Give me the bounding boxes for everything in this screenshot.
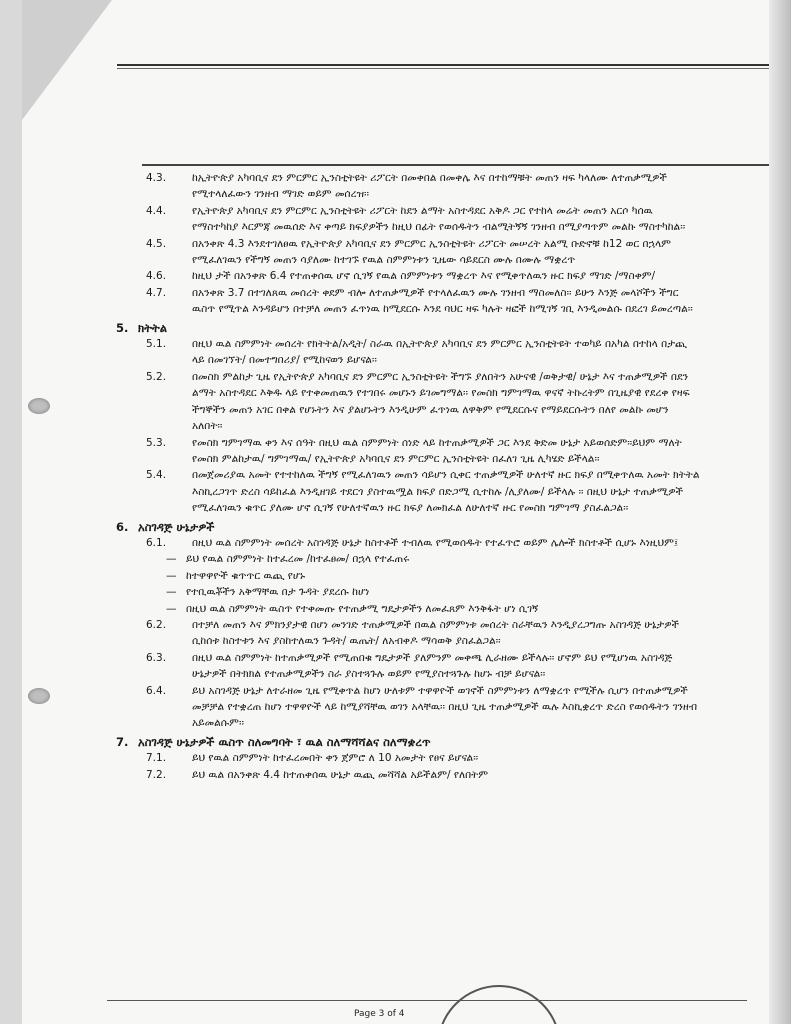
clause-text: በመስክ ምልከታ ጊዜ የኢትዮጵያ አካባቢና ደን ምርምር ኢንስቲትዩት ችግኙ ያለበትን አሁናዊ /ወቅታዊ/ ሁኔታ እና ተጠቃሚዎች በደን ልማት አስተዳደር እቅዱ ላይ የተቀመጠዉን የተገበሩ መሆኑን ይገመግማል፡፡ የመስክ ግምገማዉ ዋናኛ ትኩረትም በጊዜያዊ የደረቀ የዛፍ ችግኞችን መጠን አገር በቀል የሆኑትን እና ያልሆኑትን እንዲሁም ፈጥነዉ ለዋቅም የሚደርሱና የማይደርሱትን በለየ መልኩ መሆን አለበት፡፡ bbox=[192, 370, 690, 433]
bullet-text: የተቢዉቾችን አቅማቸዉ በታ ጉዳት ያደረሱ ከሆነ bbox=[186, 586, 370, 599]
section-4-list bbox=[110, 170, 700, 318]
clause-number: 4.4. bbox=[146, 204, 167, 217]
section-title: ክትትል bbox=[138, 320, 168, 335]
clause-number: 5.2. bbox=[146, 370, 167, 383]
clause-number: 4.5. bbox=[146, 237, 167, 250]
header-rule-thin bbox=[117, 68, 772, 69]
clause-number: 6.4. bbox=[146, 684, 167, 697]
clause-text: በዚህ ዉል ስምምነት ከተጠቃሚዎች የሚጠበቁ ግዴታዎች ያለምንም መቀጫ ሊራዘሙ ይችላሉ፡፡ ሆኖም ይህ የሚሆነዉ አስገዳጅ ሁኔታዎች በትክክል የተጠቃሚዎችን ስራ ያስተጓጉሉ ወይም የሚያስተጓጉሉ ከሆኑ ብቻ ይሆናል፡፡ bbox=[192, 651, 673, 681]
clause-text: በአንቀጽ 3.7 በተገለጸዉ መሰረት ቀደም ብሎ ለተጠቃሚዎች የተላለፈዉን ሙሉ ገንዘብ ማስመለስ፡፡ ይሁን እንጅ መላሾችን ችግር ዉስጥ የሚጥል እንዳይሆን በተቻለ መጠን ፈጥነዉ ከሚደርሱ እንደ ባህር ዛፍ ካሉት ዛፎች ከሚገኝ ገቢ እንዲመልሱ በደረገ ይመረጣል፡፡ bbox=[192, 286, 693, 316]
clause bbox=[110, 750, 700, 766]
clause bbox=[110, 650, 700, 683]
clause-number: 6.1. bbox=[146, 536, 167, 549]
section-number: 5. bbox=[116, 320, 129, 335]
clause-text: ከዚህ ታች በአንቀጽ 6.4 የተጠቀሰዉ ሆኖ ሲገኝ የዉል ስምምነቱን ማቋረጥ እና የሚቀጥለዉን ዙር ክፍያ ማገድ /ማስቀም/ bbox=[192, 270, 656, 283]
clause bbox=[110, 170, 700, 203]
section-number: 7. bbox=[116, 734, 129, 749]
stacked-pages-edge bbox=[769, 0, 791, 1024]
page-number: Page 3 of 4 bbox=[354, 1009, 405, 1019]
folded-corner bbox=[22, 0, 112, 120]
bullet-text: ከተዋዋዮች ቁጥጥር ዉጪ የሆኑ bbox=[186, 569, 306, 582]
clause-number: 6.3. bbox=[146, 651, 167, 664]
document-body bbox=[110, 170, 700, 783]
bullet-item bbox=[110, 601, 700, 617]
section-7-list bbox=[110, 750, 700, 783]
clause-number: 5.4. bbox=[146, 469, 167, 482]
clause-number: 7.2. bbox=[146, 768, 167, 781]
bullet-item bbox=[110, 551, 700, 567]
official-stamp bbox=[437, 985, 561, 1024]
clause-text: በዚህ ዉል ስምምነት መሰረት የክትትል/አዲት/ ስራዉ በኢትዮጵያ አካባቢና ደን ምርምር ኢንስቲትዩት ተወካይ በአካል በተከላ በታጪ ላይ በመገኘት/ በመተግበሪያ/ የሚከናወን ይሆናል፡፡ bbox=[192, 338, 687, 367]
clause bbox=[110, 767, 700, 783]
header-rule bbox=[117, 64, 772, 66]
clause-text: የመስክ ግምገማዉ ቀን እና ሰዓት በዚህ ዉል ስምምነት ሰነድ ላይ ከተጠቃሚዎች ጋር እንደ ቅድመ ሁኔታ አይወሰድም፡፡ይህም ማለት የመስክ ምልከታዉ/ ግምገማዉ/ የኢትዮጵያ አካባቢና ደን ምርምር ኢንስቲትዩት በፈለገ ጊዜ ሊካሄድ ይችላል፡፡ bbox=[192, 436, 682, 465]
section-6-list bbox=[110, 617, 700, 732]
section-number: 6. bbox=[116, 519, 129, 534]
bullet-item bbox=[110, 568, 700, 584]
clause-number: 4.3. bbox=[146, 172, 167, 184]
section-5-list bbox=[110, 336, 700, 516]
clause-text: የኢትዮጵያ አካባቢና ደን ምርምር ኢንስቲትዩት ሪፖርት ከደን ልማት አስተዳደር አቅዶ ጋር የተከላ መሬት መጠን አርሶ ካሰዉ የማስተካከያ እርምጃ መዉሰድ እና ቀጣይ ክፍያዎችን ከዚህ በፊት የወሰዱትን ብልሚትኝኝ ገንዘብ በሚያጣጥም መልኩ ማስተካከል፡፡ bbox=[192, 204, 686, 234]
bullet-text: ይህ የዉል ስምምነት ከተፈረመ /ከተፈፀመ/ በኋላ የተፈጠሩ bbox=[186, 553, 410, 566]
clause-text: በመጀመሪያዉ አመት የተተከለዉ ችግኝ የሚፈለገዉን መጠን ሳይሆን ሲቀር ተጠቃሚዎች ሁለተኛ ዙር ክፍያ በሚቀጥለዉ አመት ክትትል እስኪረጋገጥ ድረስ ሳይከፈል እንዲዘገይ ተደርጎ ያስተዉሟል ክፍያ በድጋሚ ሲተከሉ /ሊያለሙ/ ይችላሉ ፡፡ በዚህ ሁኔታ ተጠቃሚዎች የሚፈለገዉን ቁጥር ያለሙ ሆኖ ሲገኝ የሁለተኛዉን ዙር ክፍያ ለመክፈል ለሁለተኛ ዙር የመስክ ግምገማ ያስፈልጋል፡፡ bbox=[192, 469, 700, 515]
clause bbox=[110, 435, 700, 468]
clause bbox=[110, 467, 700, 516]
section-5-heading bbox=[110, 320, 700, 336]
clause bbox=[110, 617, 700, 650]
clause bbox=[110, 268, 700, 284]
bullet-dash: — bbox=[166, 602, 177, 615]
section-7-heading bbox=[110, 734, 700, 750]
clause-text: በአንቀጽ 4.3 እንደተገለፀዉ የኢትዮጵያ አካባቢና ደን ምርምር ኢንስቲትዩት ሪፖርት መሠረት አልሚ ቡድኖቹ ከ12 ወር በኋላም የሚፈለገዉን የችግኝ መጠን ሳያለሙ ከተገኙ የዉል ስምምነቱን ጊዜው ሳይደርስ ሙሉ በሙሉ ማቋረጥ bbox=[192, 237, 671, 267]
clause bbox=[110, 285, 700, 318]
clause bbox=[110, 203, 700, 236]
bullet-dash: — bbox=[166, 553, 177, 566]
bullet-dash: — bbox=[166, 586, 177, 599]
footer-rule bbox=[107, 1000, 747, 1001]
clause-number: 4.6. bbox=[146, 270, 167, 283]
bullet-item bbox=[110, 584, 700, 600]
clause-text: በዚህ ዉል ስምምነት መሰረት አስገዳጅ ሁኔታ ከስተቶች ተብለዉ የሚወሰዱት የተፈጥሮ ወይም ሌሎች ክስተቶች ሲሆኑ እነዚህም፤ bbox=[192, 536, 679, 549]
section-title: አስገዳጅ ሁኔታዎች ዉስጥ ስለመግባት ፣ ዉል ስለማሻሻልና ስለማቋረጥ bbox=[138, 734, 431, 749]
clause-number: 6.2. bbox=[146, 618, 167, 631]
clause bbox=[110, 336, 700, 369]
banner-rule bbox=[142, 164, 772, 166]
clause-number: 7.1. bbox=[146, 752, 167, 765]
clause bbox=[110, 236, 700, 269]
clause-text: ከኢትዮጵያ አካባቢና ደን ምርምር ኢንስቲትዩት ሪፖርት በመቀበል በመቀሌ እና በተከማቹት መጠን ዛፍ ካላለሙ ለተጠቃሚዎች የሚተላለፈውን ገንዘብ ማገድ ወይም መሰረዝ፡፡ bbox=[192, 172, 667, 201]
clause-6-1 bbox=[110, 535, 700, 551]
clause-6-1-bullets bbox=[110, 551, 700, 617]
clause-number: 5.3. bbox=[146, 436, 167, 449]
clause-number: 4.7. bbox=[146, 286, 167, 299]
clause-text: ይህ ዉል በአንቀጽ 4.4 ከተጠቀሰዉ ሁኔታ ዉጪ መሻሻል አይችልም/ የለበትም bbox=[192, 768, 489, 781]
clause-text: በተቻለ መጠን እና ምክንያታዊ በሆነ መንገድ ተጠቃሚዎች በዉል ስምምነቱ መሰረት ስራቸዉን እንዲያረጋግጡ አስገዳጅ ሁኔታዎች ሲከሰቱ ከስተቱን እና ያስከተለዉን ጉዳት/ ዉጤት/ ለአብቀዶ ማሳወቅ ያስፈልጋል፡፡ bbox=[192, 618, 680, 648]
clause-text: ይህ የዉል ስምምነት ከተፈረመበት ቀን ጀምሮ ለ 10 አመታት የፀና ይሆናል፡፡ bbox=[192, 752, 479, 765]
section-6-heading bbox=[110, 519, 700, 535]
clause bbox=[110, 683, 700, 732]
clause bbox=[110, 369, 700, 435]
bullet-text: በዚህ ዉል ስምምነት ዉስጥ የተቀመጡ የተጠቃሚ ግዴታዎችን ለመፈጸም እንቅፋት ሆነ ሲገኝ bbox=[186, 602, 539, 615]
section-title: አስገዳጅ ሁኔታዎች bbox=[138, 519, 215, 534]
punch-hole-bottom bbox=[28, 688, 50, 704]
bullet-dash: — bbox=[166, 569, 177, 582]
punch-hole-top bbox=[28, 398, 50, 414]
document-page bbox=[22, 0, 772, 1024]
clause-number: 5.1. bbox=[146, 338, 167, 351]
clause-text: ይህ አስገዳጅ ሁኔታ ለተራዘመ ጊዜ የሚቀጥል ከሆነ ሁለቱም ተዋዋዮች ወገኖች ስምምነቱን ለማቋረጥ የሚችሉ ሲሆን በተጠቃሚዎች መቻቻል የተቋረጠ ከሆነ ተዋዋዮች ላይ ከሚያሻቸዉ ወገን አላቸዉ፡፡ በዚህ ጊዜ ተጠቃሚዎች ዉሉ እስኪቋረጥ ድረስ የወሰዱትን ገንዘብ አይመልሱም፡፡ bbox=[192, 684, 698, 730]
